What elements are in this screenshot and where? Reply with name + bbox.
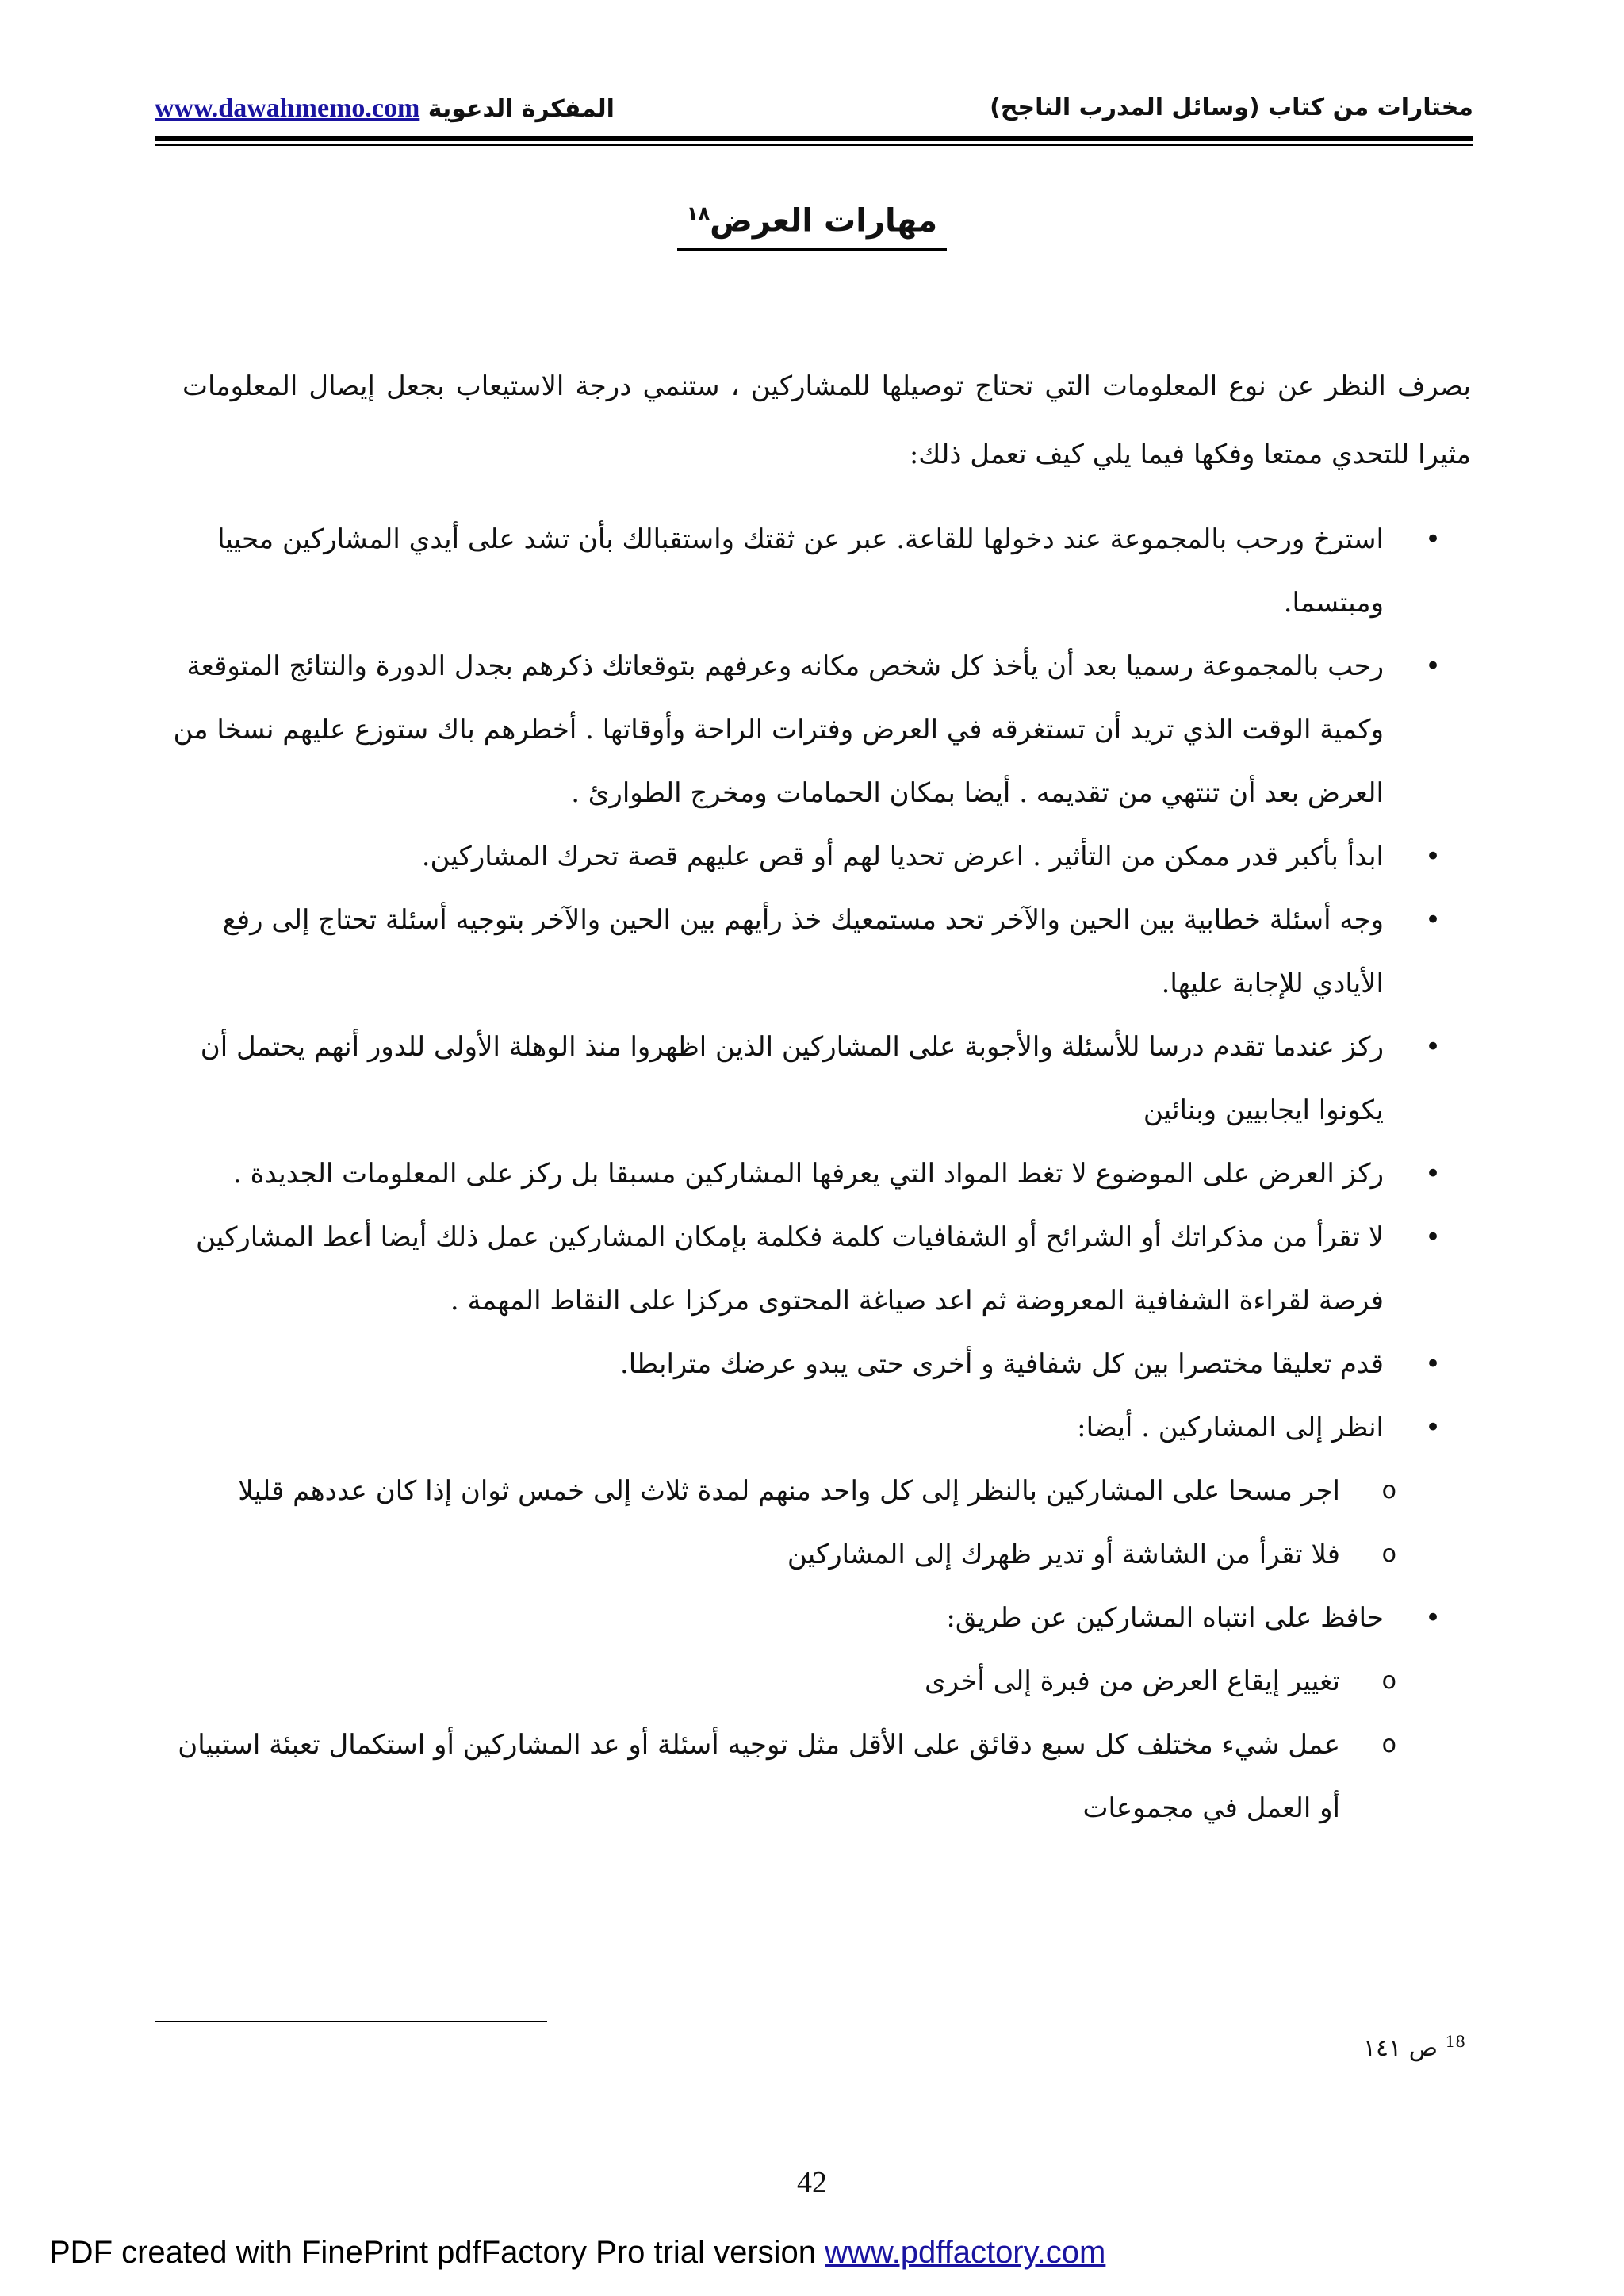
list-item-text: حافظ على انتباه المشاركين عن طريق:: [946, 1602, 1384, 1634]
list-item: [159, 634, 1441, 825]
list-item-text: اجر مسحا على المشاركين بالنظر إلى كل واحد منهم لمدة ثلاث إلى خمس ثوان إذا كان عددهم قليلا: [238, 1475, 1340, 1507]
list-item: [159, 825, 1441, 888]
bullet-icon: •: [1424, 904, 1441, 936]
header-rule: [155, 136, 1473, 141]
list-item-text: قدم تعليقا مختصرا بين كل شفافية و أخرى حتى يبدو عرضك مترابطا.: [619, 1348, 1384, 1380]
list-item-text: ركز العرض على الموضوع لا تغط المواد التي يعرفها المشاركين مسبقا بل ركز على المعلومات الجديدة .: [233, 1158, 1384, 1190]
list-item-text: عمل شيء مختلف كل سبع دقائق على الأقل مثل توجيه أسئلة أو عد المشاركين أو استكمال تعبئة استبيان أو العمل في مجموعات: [178, 1729, 1340, 1824]
list-item-text: تغيير إيقاع العرض من فبرة إلى أخرى: [925, 1665, 1340, 1697]
list-item: [159, 1332, 1441, 1396]
sub-list-item: [159, 1713, 1396, 1840]
list-item: [159, 508, 1441, 634]
site-url-link[interactable]: www.dawahmemo.com: [155, 94, 420, 123]
bullet-icon: •: [1424, 1348, 1441, 1380]
bullet-icon: •: [1424, 650, 1441, 682]
list-item-text: ركز عندما تقدم درسا للأسئلة والأجوبة على المشاركين الذين اظهروا منذ الوهلة الأولى للدور أنهم يحتمل أن يكونوا ايجابيين وبنائين: [200, 1031, 1384, 1126]
list-item-text: فلا تقرأ من الشاشة أو تدير ظهرك إلى المشاركين: [787, 1539, 1340, 1570]
footnote-text: ص ١٤١: [1362, 2034, 1438, 2062]
bullet-icon: •: [1424, 1602, 1441, 1634]
bullet-icon: •: [1424, 1412, 1441, 1443]
list-item: [159, 1586, 1441, 1650]
circle-bullet-icon: o: [1381, 1477, 1396, 1504]
circle-bullet-icon: o: [1381, 1540, 1396, 1568]
bullet-list: [159, 508, 1441, 1840]
pdf-creator-note: [49, 2235, 1105, 2271]
section-title: [0, 202, 1624, 251]
list-item: [159, 888, 1441, 1015]
site-name: المفكرة الدعوية: [427, 95, 615, 123]
sub-list-item: [159, 1459, 1396, 1523]
footnote: [1363, 2032, 1465, 2062]
list-item: [159, 1205, 1441, 1332]
sub-list-item: [159, 1523, 1396, 1586]
intro-paragraph: بصرف النظر عن نوع المعلومات التي تحتاج توصيلها للمشاركين ، ستنمي درجة الاستيعاب بجعل إيصال المعلومات مثيرا للتحدي ممتعا وفكها فيما يلي كيف تعمل ذلك:: [182, 370, 1471, 470]
list-item-text: استرخ ورحب بالمجموعة عند دخولها للقاعة. عبر عن ثقتك واستقبالك بأن تشد على أيدي المشاركين محييا ومبتسما.: [217, 523, 1384, 619]
title-footnote-ref[interactable]: ١٨: [686, 202, 710, 224]
pdffactory-link[interactable]: www.pdffactory.com: [825, 2235, 1106, 2270]
list-item-text: وجه أسئلة خطابية بين الحين والآخر تحد مستمعيك خذ رأيهم بين الحين والآخر بتوجيه أسئلة تحتاج إلى رفع الأيادي للإجابة عليها.: [222, 904, 1384, 999]
title-label: مهارات العرض: [710, 202, 938, 240]
circle-bullet-icon: o: [1381, 1667, 1396, 1695]
header-rule-thin: [155, 144, 1473, 146]
page-number: 42: [797, 2166, 827, 2199]
list-item-text: انظر إلى المشاركين . أيضا:: [1077, 1412, 1384, 1443]
bullet-icon: •: [1424, 841, 1441, 872]
sub-list-item: [159, 1650, 1396, 1713]
list-item: [159, 1142, 1441, 1205]
list-item-text: ابدأ بأكبر قدر ممكن من التأثير . اعرض تحديا لهم أو قص عليهم قصة تحرك المشاركين.: [421, 841, 1384, 872]
pdf-note-text: PDF created with FinePrint pdfFactory Pro trial version: [49, 2235, 817, 2270]
circle-bullet-icon: o: [1381, 1731, 1396, 1758]
list-item-text: رحب بالمجموعة رسميا بعد أن يأخذ كل شخص مكانه وعرفهم بتوقعاتك ذكرهم بجدل الدورة والنتائج المتوقعة وكمية الوقت الذي تريد أن تستغرقه في العرض وفترات الراحة وأوقاتها . أخطرهم باك ستوزع عليهم نسخا من العرض بعد أن تنتهي من تقديمه . أيضا بمكان الحمامات ومخرج الطوارئ .: [173, 650, 1384, 809]
book-title: مختارات من كتاب (وسائل المدرب الناجح): [990, 94, 1473, 121]
list-item: [159, 1396, 1441, 1459]
bullet-icon: •: [1424, 1031, 1441, 1063]
bullet-icon: •: [1424, 523, 1441, 555]
list-item-text: لا تقرأ من مذكراتك أو الشرائح أو الشفافيات كلمة فكلمة بإمكان المشاركين عمل ذلك أيضا أعط المشاركين فرصة لقراءة الشفافية المعروضة ثم اعد صياغة المحتوى مركزا على النقاط المهمة .: [196, 1221, 1384, 1317]
list-item: [159, 1015, 1441, 1142]
page-header: [155, 94, 1473, 138]
header-site: [155, 94, 615, 124]
section-title-text: [677, 202, 947, 251]
bullet-icon: •: [1424, 1221, 1441, 1253]
footnote-number: 18: [1445, 2032, 1465, 2051]
footnote-separator: [155, 2021, 547, 2022]
bullet-icon: •: [1424, 1158, 1441, 1190]
